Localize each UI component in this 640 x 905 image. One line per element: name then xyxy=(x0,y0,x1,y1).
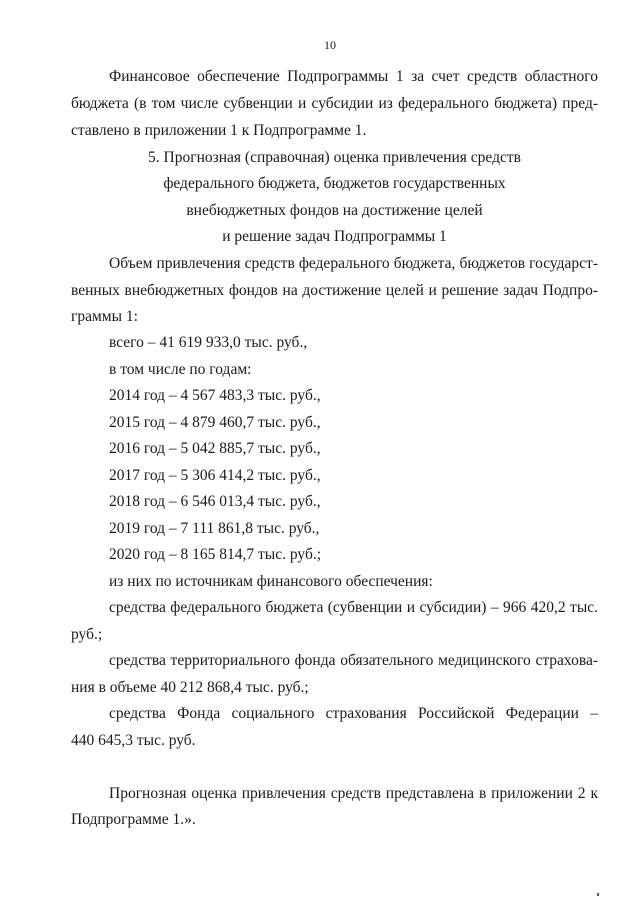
federal-budget-line-2: руб.; xyxy=(71,626,103,643)
paragraph-2-line-2: венных внебюджетных фондов на достижение целей и решение задач Подпро- xyxy=(71,282,598,299)
section-heading-line-2: федерального бюджета, бюджетов государственных xyxy=(163,175,506,192)
closing-line-2: Подпрограмме 1.». xyxy=(71,811,196,828)
by-years-label: в том числе по годам: xyxy=(109,361,252,378)
year-item-2016: 2016 год – 5 042 885,7 тыс. руб., xyxy=(109,440,321,457)
year-item-2018: 2018 год – 6 546 013,4 тыс. руб., xyxy=(109,493,321,510)
territorial-fund-line-1: средства территориального фонда обязательного медицинского страхова- xyxy=(109,652,598,669)
federal-budget-line-1: средства федерального бюджета (субвенции и субсидии) – 966 420,2 тыс. xyxy=(109,599,598,616)
social-fund-line-1: средства Фонда социального страхования Российской Федерации – xyxy=(109,705,598,722)
section-heading-line-4: и решение задач Подпрограммы 1 xyxy=(222,228,447,245)
year-item-2014: 2014 год – 4 567 483,3 тыс. руб., xyxy=(109,387,321,404)
paragraph-2-line-1: Объем привлечения средств федерального бюджета, бюджетов государст- xyxy=(109,255,598,272)
page-number: 10 xyxy=(324,38,336,52)
sources-label: из них по источникам финансового обеспечения: xyxy=(109,573,433,590)
social-fund-line-2: 440 645,3 тыс. руб. xyxy=(71,732,196,749)
section-heading-line-1: 5. Прогнозная (справочная) оценка привлечения средств xyxy=(148,149,521,166)
section-heading-line-3: внебюджетных фондов на достижение целей xyxy=(186,202,483,219)
paragraph-1-line-1: Финансовое обеспечение Подпрограммы 1 за счет средств областного xyxy=(109,68,598,85)
territorial-fund-line-2: ния в объеме 40 212 868,4 тыс. руб.; xyxy=(71,679,309,696)
closing-line-1: Прогнозная оценка привлечения средств представлена в приложении 2 к xyxy=(109,785,598,802)
total-amount: всего – 41 619 933,0 тыс. руб., xyxy=(109,334,308,351)
paragraph-1-line-2: бюджета (в том числе субвенции и субсидии из федерального бюджета) пред- xyxy=(71,95,598,112)
year-item-2020: 2020 год – 8 165 814,7 тыс. руб.; xyxy=(109,546,322,563)
scan-speck xyxy=(597,893,599,896)
year-item-2017: 2017 год – 5 306 414,2 тыс. руб., xyxy=(109,467,321,484)
paragraph-2-line-3: граммы 1: xyxy=(71,308,138,325)
year-item-2019: 2019 год – 7 111 861,8 тыс. руб., xyxy=(109,520,320,537)
year-item-2015: 2015 год – 4 879 460,7 тыс. руб., xyxy=(109,414,321,431)
paragraph-1-line-3: ставлено в приложении 1 к Подпрограмме 1. xyxy=(71,122,367,139)
